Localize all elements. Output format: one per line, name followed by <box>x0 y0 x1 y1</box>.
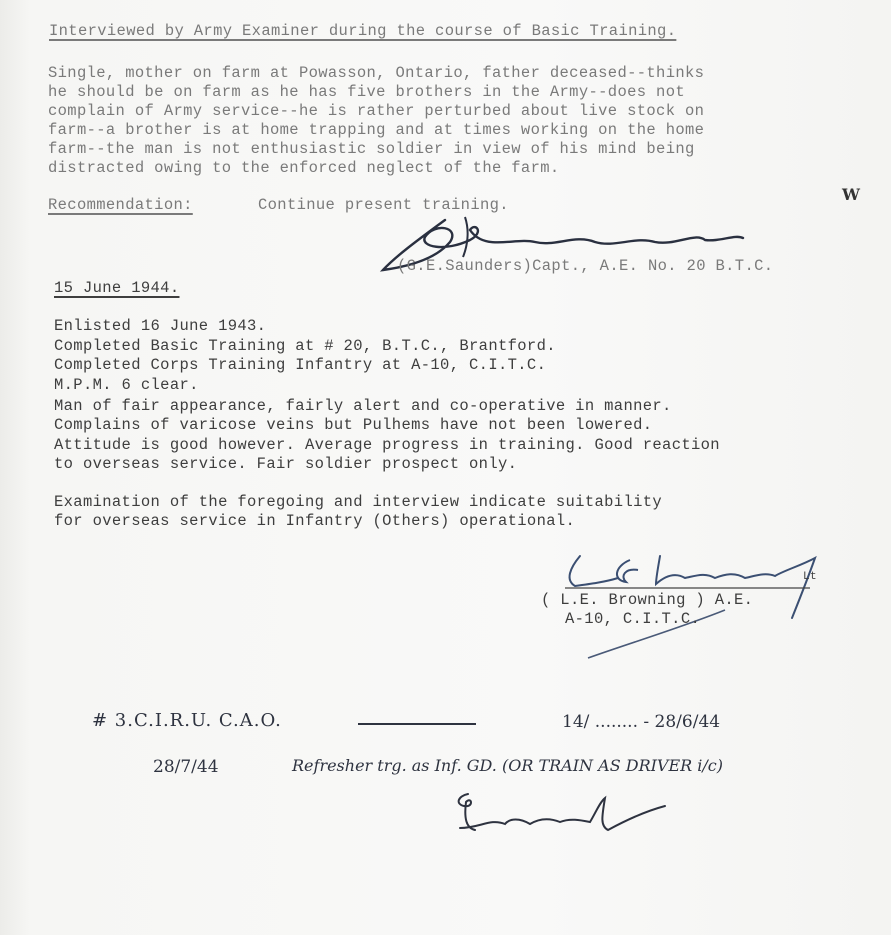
interview-line: he should be on farm as he has five brothers in the Army--does not <box>48 83 685 101</box>
handwritten-date: 28/7/44 <box>153 757 219 777</box>
interview-line: farm--a brother is at home trapping and at times working on the home <box>48 121 705 139</box>
summary-line: Completed Corps Training Infantry at A-10, C.I.T.C. <box>54 356 547 374</box>
browning-signatory-line1: ( L.E. Browning ) A.E. <box>541 591 754 609</box>
interview-line: farm--the man is not enthusiastic soldier in view of his mind being <box>48 140 695 158</box>
browning-signatory-line2: A-10, C.I.T.C. <box>565 610 701 628</box>
summary-line: to overseas service. Fair soldier prospect only. <box>54 455 518 473</box>
saunders-signatory: (G.E.Saunders)Capt., A.E. No. 20 B.T.C. <box>397 257 774 275</box>
handwritten-instruction: Refresher trg. as Inf. GD. (OR TRAIN AS DRIVER i/c) <box>292 756 724 775</box>
summary-line: Man of fair appearance, fairly alert and co-operative in manner. <box>54 397 672 415</box>
interview-line: complain of Army service--he is rather perturbed about live stock on <box>48 102 705 120</box>
summary-line: Attitude is good however. Average progress in training. Good reaction <box>54 436 720 454</box>
interview-date: 15 June 1944. <box>54 279 180 297</box>
handwritten-dash <box>358 723 476 725</box>
conclusion-line: for overseas service in Infantry (Others) operational. <box>54 512 576 530</box>
interview-line: distracted owing to the enforced neglect of the farm. <box>48 159 560 177</box>
summary-line: Enlisted 16 June 1943. <box>54 317 267 335</box>
conclusion-line: Examination of the foregoing and interview indicate suitability <box>54 493 663 511</box>
recommendation-label: Recommendation: <box>48 196 193 214</box>
handwritten-date-range: 14/ ........ - 28/6/44 <box>562 712 721 732</box>
summary-line: Complains of varicose veins but Pulhems have not been lowered. <box>54 416 653 434</box>
rank-superscript: Lt <box>803 571 817 583</box>
handwritten-unit: # 3.C.I.R.U. C.A.O. <box>92 710 282 731</box>
recommendation-value: Continue present training. <box>258 196 509 214</box>
summary-line: M.P.M. 6 clear. <box>54 376 199 394</box>
summary-line: Completed Basic Training at # 20, B.T.C., Brantford. <box>54 337 556 355</box>
interview-heading: Interviewed by Army Examiner during the course of Basic Training. <box>49 22 677 40</box>
margin-mark: W <box>842 185 860 204</box>
final-signature <box>450 788 670 838</box>
interview-line: Single, mother on farm at Powasson, Ontario, father deceased--thinks <box>48 64 705 82</box>
